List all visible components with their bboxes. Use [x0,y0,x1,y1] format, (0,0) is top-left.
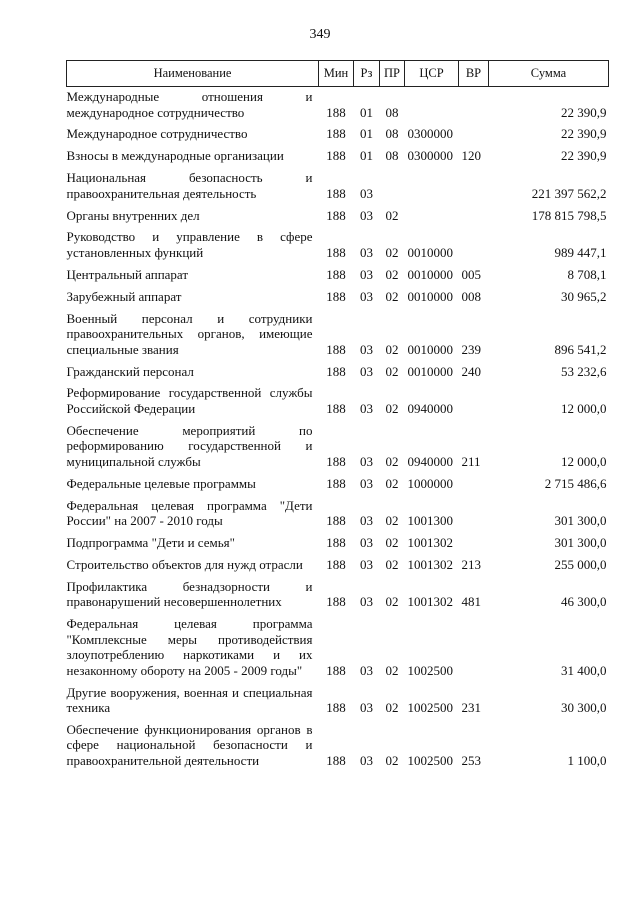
cell-sum: 178 815 798,5 [531,207,607,223]
cell-name: Международные отношения и международное сотрудничество [66,89,313,120]
cell-vr [459,529,489,551]
cell-rz: 01 [360,148,373,164]
cell-sum: 22 390,9 [561,126,607,142]
cell-pr [380,164,405,201]
cell-rz: 03 [360,700,373,716]
cell-csr: 1002500 [407,700,453,716]
table-row [67,282,609,304]
column-header-rz: Рз [354,61,380,87]
cell-name: Центральный аппарат [66,266,189,282]
cell-vr: 005 [461,266,481,282]
cell-vr [459,469,489,491]
cell-vr: 008 [461,288,481,304]
cell-csr: 1001302 [407,594,453,610]
cell-sum: 221 397 562,2 [531,185,607,201]
cell-vr [459,379,489,416]
table-row [67,610,609,678]
cell-min: 188 [326,341,346,357]
cell-sum: 30 965,2 [561,288,607,304]
cell-sum: 53 232,6 [561,363,607,379]
cell-sum: 46 300,0 [561,594,607,610]
cell-rz: 03 [360,266,373,282]
page-number: 349 [309,27,331,42]
cell-min: 188 [326,148,346,164]
column-header-sum: Сумма [489,61,609,87]
budget-table [66,60,609,768]
cell-rz: 01 [360,126,373,142]
cell-min: 188 [326,534,346,550]
cell-vr: 211 [461,453,481,469]
cell-min: 188 [326,266,346,282]
cell-pr: 02 [385,400,399,416]
cell-sum: 2 715 486,6 [544,475,607,491]
cell-min: 188 [326,513,346,529]
cell-sum: 30 300,0 [561,700,607,716]
cell-name: Обеспечение функционирования органов в сфере национальной безопасности и правоохранительной деятельности [66,721,313,768]
cell-min: 188 [326,752,346,768]
table-row [67,357,609,379]
column-header-pr: ПР [380,61,405,87]
column-header-min: Мин [319,61,354,87]
cell-sum: 1 100,0 [567,752,607,768]
cell-pr: 08 [385,126,399,142]
cell-rz: 03 [360,534,373,550]
table-row [67,260,609,282]
cell-pr: 02 [385,752,399,768]
column-header-vr: ВР [459,61,489,87]
cell-csr: 1001300 [407,513,453,529]
cell-csr: 0010000 [407,363,453,379]
cell-vr: 240 [461,363,481,379]
table-row [67,716,609,769]
cell-name: Другие вооружения, военная и специальная техника [66,684,313,716]
cell-sum: 301 300,0 [554,534,607,550]
cell-rz: 01 [360,104,373,120]
cell-vr [459,491,489,528]
table-row [67,304,609,357]
cell-rz: 03 [360,513,373,529]
cell-csr [405,164,459,201]
cell-rz: 03 [360,453,373,469]
cell-pr: 02 [385,700,399,716]
column-header-csr: ЦСР [405,61,459,87]
cell-name: Федеральные целевые программы [66,475,256,491]
cell-rz: 03 [360,594,373,610]
cell-vr [459,201,489,223]
cell-vr [459,223,489,260]
table-row [67,120,609,142]
cell-rz: 03 [360,244,373,260]
cell-rz: 03 [360,185,373,201]
cell-sum: 22 390,9 [561,148,607,164]
cell-sum: 989 447,1 [554,244,607,260]
cell-vr: 231 [461,700,481,716]
cell-min: 188 [326,363,346,379]
cell-rz: 03 [360,207,373,223]
cell-sum: 255 000,0 [554,556,607,572]
cell-csr: 0940000 [407,400,453,416]
table-row [67,416,609,469]
cell-min: 188 [326,700,346,716]
cell-pr: 02 [385,341,399,357]
table-row [67,491,609,528]
cell-pr: 02 [385,363,399,379]
cell-name: Военный персонал и сотрудники правоохранительных органов, имеющие специальные звания [66,310,313,357]
cell-name: Национальная безопасность и правоохранительная деятельность [66,170,313,201]
cell-name: Взносы в международные организации [66,148,284,164]
table-row [67,529,609,551]
table-row [67,379,609,416]
cell-pr: 02 [385,266,399,282]
cell-pr: 02 [385,453,399,469]
cell-min: 188 [326,662,346,678]
table-row [67,201,609,223]
cell-sum: 22 390,9 [561,104,607,120]
cell-vr: 481 [461,594,481,610]
column-header-name: Наименование [67,61,319,87]
cell-name: Строительство объектов для нужд отрасли [66,556,303,572]
table-row [67,678,609,715]
cell-pr: 02 [385,513,399,529]
cell-pr: 08 [385,104,399,120]
table-row [67,87,609,121]
cell-csr: 1002500 [407,662,453,678]
table-row [67,142,609,164]
cell-name: Подпрограмма "Дети и семья" [66,534,235,550]
cell-name: Зарубежный аппарат [66,288,182,304]
cell-min: 188 [326,556,346,572]
cell-sum: 12 000,0 [561,400,607,416]
cell-name: Федеральная целевая программа "Комплексные меры противодействия злоупотреблению наркотиками и их незаконному обороту на 2005 - 2009 годы" [66,616,313,678]
cell-min: 188 [326,104,346,120]
cell-rz: 03 [360,752,373,768]
cell-pr: 02 [385,207,399,223]
cell-vr [459,610,489,678]
cell-rz: 03 [360,475,373,491]
cell-csr: 0010000 [407,288,453,304]
table-row [67,550,609,572]
cell-name: Реформирование государственной службы Российской Федерации [66,385,313,416]
cell-csr: 0010000 [407,244,453,260]
cell-pr: 02 [385,534,399,550]
table-row [67,572,609,609]
cell-pr: 02 [385,475,399,491]
cell-vr [459,164,489,201]
cell-vr [459,87,489,121]
cell-csr: 0940000 [407,453,453,469]
cell-rz: 03 [360,341,373,357]
cell-csr: 0010000 [407,266,453,282]
cell-sum: 301 300,0 [554,513,607,529]
cell-csr: 1001302 [407,534,453,550]
cell-min: 188 [326,594,346,610]
cell-csr: 1002500 [407,752,453,768]
cell-pr: 02 [385,556,399,572]
cell-vr: 239 [461,341,481,357]
cell-min: 188 [326,288,346,304]
cell-csr: 0300000 [407,148,453,164]
table-header-row [67,61,609,87]
cell-pr: 08 [385,148,399,164]
cell-vr: 213 [461,556,481,572]
cell-min: 188 [326,185,346,201]
cell-name: Федеральная целевая программа "Дети России" на 2007 - 2010 годы [66,497,313,529]
cell-rz: 03 [360,363,373,379]
cell-rz: 03 [360,556,373,572]
cell-csr [405,201,459,223]
cell-csr: 0010000 [407,341,453,357]
cell-name: Обеспечение мероприятий по реформированию государственной и муниципальной службы [66,422,313,469]
cell-min: 188 [326,244,346,260]
table-row [67,469,609,491]
cell-name: Профилактика безнадзорности и правонарушений несовершеннолетних [66,578,313,610]
cell-vr: 120 [461,148,481,164]
cell-vr [459,120,489,142]
cell-min: 188 [326,453,346,469]
cell-name: Руководство и управление в сфере установленных функций [66,229,313,260]
cell-min: 188 [326,400,346,416]
cell-name: Органы внутренних дел [66,207,200,223]
cell-sum: 31 400,0 [561,662,607,678]
cell-min: 188 [326,475,346,491]
table-row [67,164,609,201]
cell-pr: 02 [385,244,399,260]
cell-csr: 0300000 [407,126,453,142]
cell-csr: 1001302 [407,556,453,572]
cell-sum: 12 000,0 [561,453,607,469]
cell-sum: 896 541,2 [554,341,607,357]
cell-pr: 02 [385,662,399,678]
cell-csr: 1000000 [407,475,453,491]
cell-rz: 03 [360,400,373,416]
cell-vr: 253 [461,752,481,768]
cell-pr: 02 [385,288,399,304]
cell-min: 188 [326,126,346,142]
table-row [67,223,609,260]
cell-name: Гражданский персонал [66,363,194,379]
cell-rz: 03 [360,288,373,304]
cell-sum: 8 708,1 [567,266,607,282]
table-body [67,87,609,769]
cell-min: 188 [326,207,346,223]
cell-rz: 03 [360,662,373,678]
cell-pr: 02 [385,594,399,610]
cell-csr [405,87,459,121]
cell-name: Международное сотрудничество [66,126,248,142]
